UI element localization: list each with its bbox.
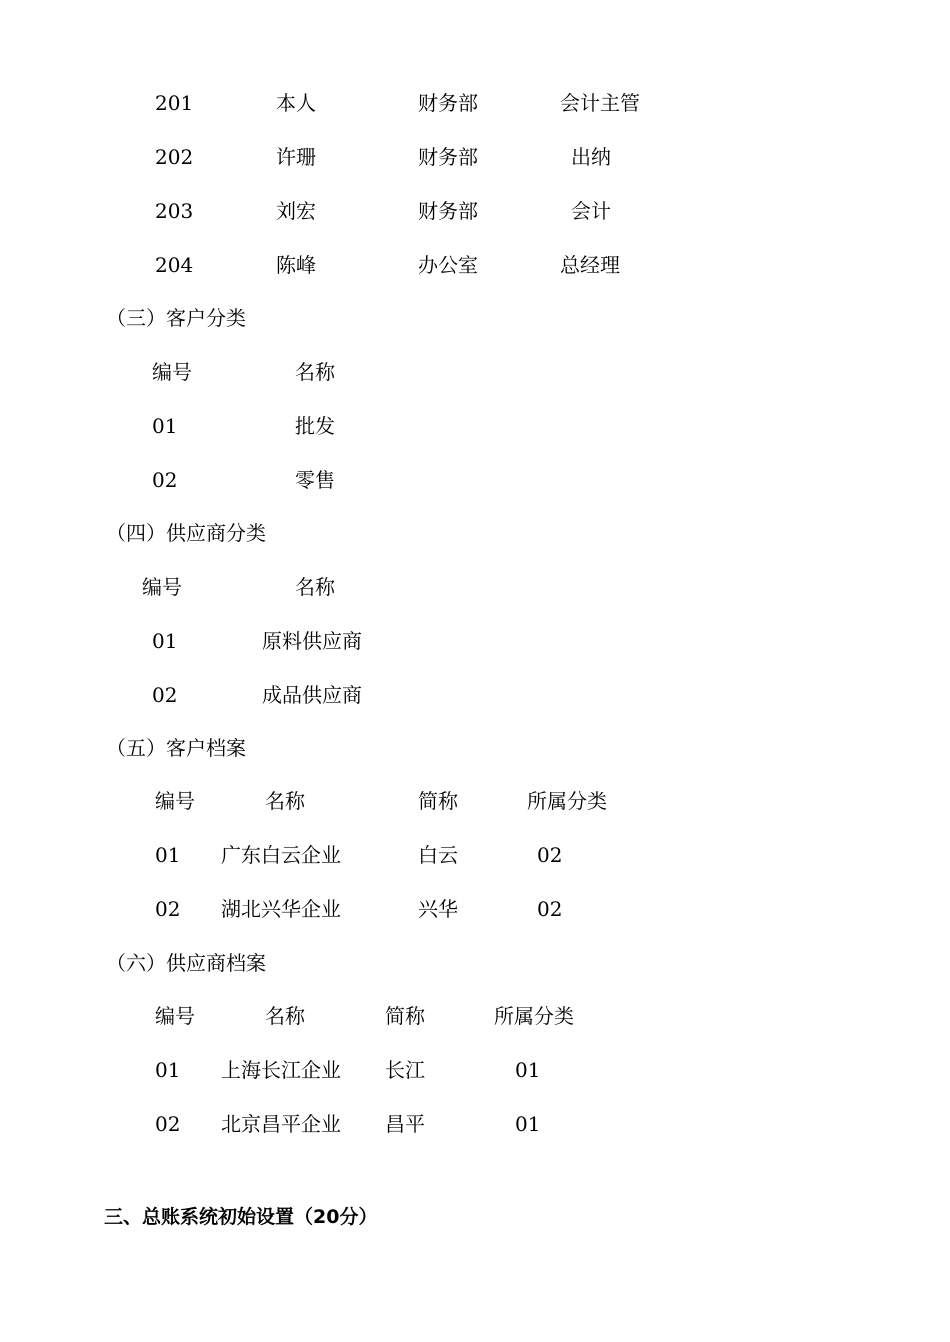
column-header: 所属分类 [527,789,607,813]
staff-dept: 办公室 [418,253,478,277]
record-name: 上海长江企业 [221,1058,341,1082]
record-id: 01 [155,1058,181,1082]
staff-id: 203 [155,199,194,223]
record-id: 02 [155,1112,181,1136]
column-header: 编号 [152,360,192,384]
record-class: 01 [515,1058,541,1082]
record-class: 02 [537,897,563,921]
staff-id: 202 [155,145,194,169]
staff-role: 会计主管 [560,91,640,115]
class-id: 02 [152,468,178,492]
section-title: 三、总账系统初始设置（20分） [104,1206,378,1228]
staff-name: 陈峰 [276,253,316,277]
class-name: 批发 [295,414,335,438]
staff-dept: 财务部 [418,145,478,169]
column-header: 编号 [155,789,195,813]
record-id: 01 [155,843,181,867]
staff-name: 许珊 [276,145,316,169]
record-class: 01 [515,1112,541,1136]
column-header: 简称 [385,1004,425,1028]
class-name: 零售 [295,468,335,492]
staff-name: 刘宏 [276,199,316,223]
record-id: 02 [155,897,181,921]
customer-file-heading: （五）客户档案 [106,736,246,760]
column-header: 编号 [142,575,182,599]
staff-role: 出纳 [571,145,611,169]
column-header: 名称 [265,789,305,813]
staff-id: 204 [155,253,194,277]
supplier-class-heading: （四）供应商分类 [106,521,266,545]
staff-dept: 财务部 [418,91,478,115]
column-header: 简称 [418,789,458,813]
record-short: 长江 [385,1058,425,1082]
staff-role: 会计 [571,199,611,223]
staff-dept: 财务部 [418,199,478,223]
class-id: 01 [152,629,178,653]
column-header: 名称 [295,360,335,384]
class-id: 02 [152,683,178,707]
customer-class-heading: （三）客户分类 [106,306,246,330]
class-name: 成品供应商 [262,683,362,707]
class-id: 01 [152,414,178,438]
record-name: 广东白云企业 [221,843,341,867]
record-class: 02 [537,843,563,867]
record-short: 昌平 [385,1112,425,1136]
staff-id: 201 [155,91,194,115]
class-name: 原料供应商 [262,629,362,653]
column-header: 名称 [295,575,335,599]
record-short: 白云 [418,843,458,867]
record-name: 北京昌平企业 [221,1112,341,1136]
column-header: 所属分类 [494,1004,574,1028]
column-header: 编号 [155,1004,195,1028]
record-short: 兴华 [418,897,458,921]
staff-name: 本人 [276,91,316,115]
record-name: 湖北兴华企业 [221,897,341,921]
supplier-file-heading: （六）供应商档案 [106,951,266,975]
column-header: 名称 [265,1004,305,1028]
staff-role: 总经理 [560,253,620,277]
